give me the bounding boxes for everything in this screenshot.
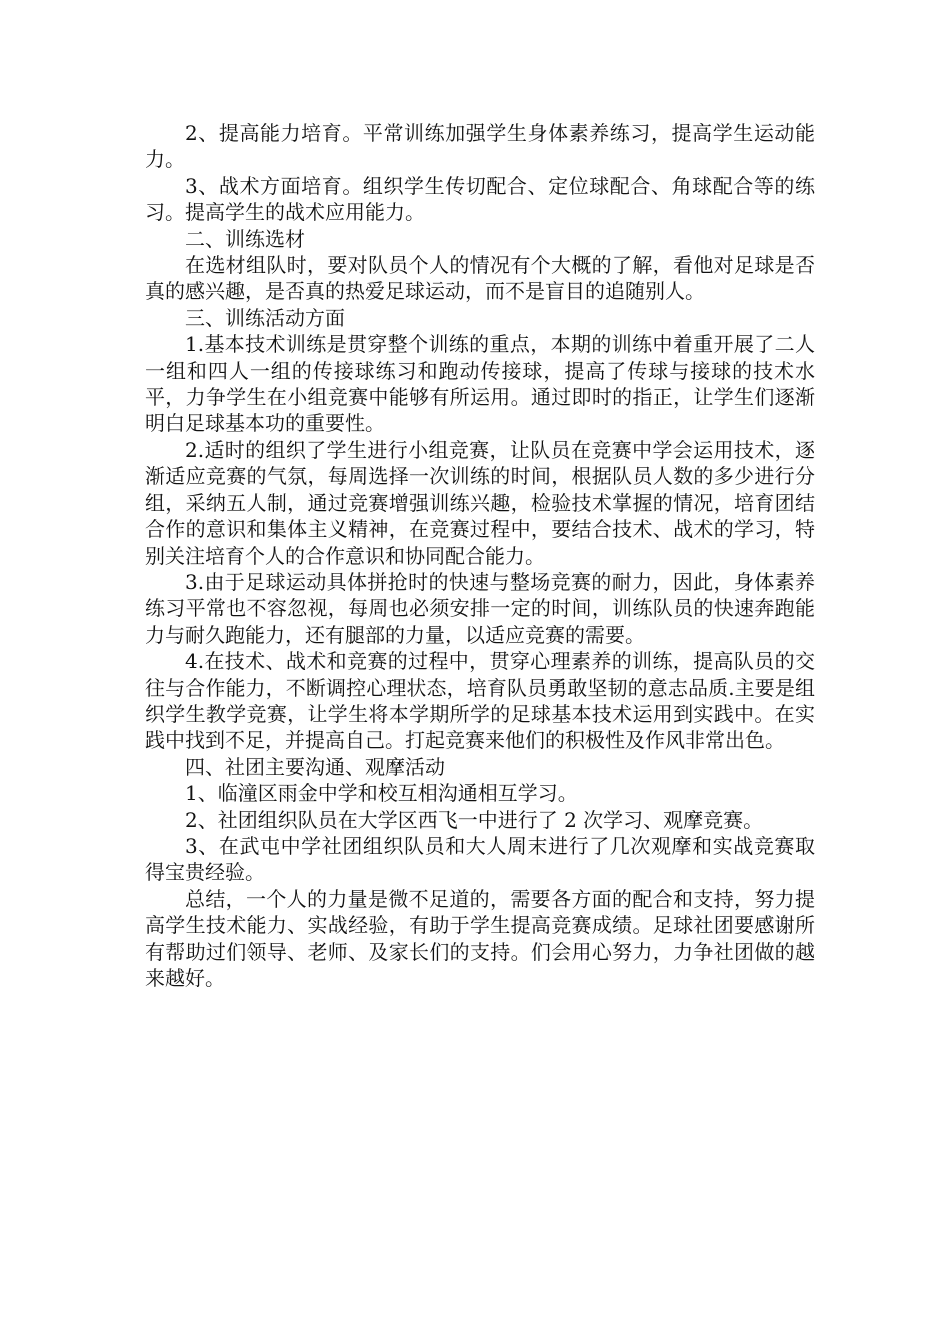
document-page: [145, 120, 815, 991]
paragraph-group-matches: 2.适时的组织了学生进行小组竞赛，让队员在竞赛中学会运用技术，逐渐适应竞赛的气氛，每周选择一次训练的时间，根据队员人数的多少进行分组，采纳五人制，通过竞赛增强训练兴趣，检验技术掌握的情况，培育团结合作的意识和集体主义精神，在竞赛过程中，要结合技术、战术的学习，特别关注培育个人的合作意识和协同配合能力。: [145, 437, 815, 568]
paragraph-summary: 总结，一个人的力量是微不足道的，需要各方面的配合和支持，努力提高学生技术能力、实战经验，有助于学生提高竞赛成绩。足球社团要感谢所有帮助过们领导、老师、及家长们的支持。们会用心努力，力争社团做的越来越好。: [145, 886, 815, 990]
paragraph-exchange-3: 3、在武屯中学社团组织队员和大人周末进行了几次观摩和实战竞赛取得宝贵经验。: [145, 833, 815, 885]
heading-exchange-activities: 四、社团主要沟通、观摩活动: [185, 754, 445, 779]
heading-selection: 二、训练选材: [185, 226, 305, 251]
heading-training-activities: 三、训练活动方面: [185, 305, 345, 330]
paragraph-tactics: 3、战术方面培育。组织学生传切配合、定位球配合、角球配合等的练习。提高学生的战术应用能力。: [145, 173, 815, 225]
paragraph-exchange-2: 2、社团组织队员在大学区西飞一中进行了 2 次学习、观摩竞赛。: [185, 807, 764, 832]
paragraph-selection: 在选材组队时，要对队员个人的情况有个大概的了解，看他对足球是否真的感兴趣，是否真的热爱足球运动，而不是盲目的追随别人。: [145, 253, 815, 304]
paragraph-exchange-1: 1、临潼区雨金中学和校互相沟通相互学习。: [185, 781, 578, 806]
paragraph-ability: 2、提高能力培育。平常训练加强学生身体素养练习，提高学生运动能力。: [145, 121, 815, 172]
paragraph-physical-fitness: 3.由于足球运动具体拼抢时的快速与整场竞赛的耐力，因此，身体素养练习平常也不容忽视，每周也必须安排一定的时间，训练队员的快速奔跑能力与耐久跑能力，还有腿部的力量，以适应竞赛的需要。: [145, 569, 815, 647]
paragraph-basic-technique: 1.基本技术训练是贯穿整个训练的重点，本期的训练中着重开展了二人一组和四人一组的传接球练习和跑动传接球，提高了传球与接球的技术水平，力争学生在小组竞赛中能够有所运用。通过即时的指正，让学生们逐渐明白足球基本功的重要性。: [145, 332, 815, 436]
paragraph-psychology: 4.在技术、战术和竞赛的过程中，贯穿心理素养的训练，提高队员的交往与合作能力，不断调控心理状态，培育队员勇敢坚韧的意志品质.主要是组织学生教学竞赛，让学生将本学期所学的足球基本技术运用到实践中。在实践中找到不足，并提高自己。打起竞赛来他们的积极性及作风非常出色。: [145, 649, 815, 753]
